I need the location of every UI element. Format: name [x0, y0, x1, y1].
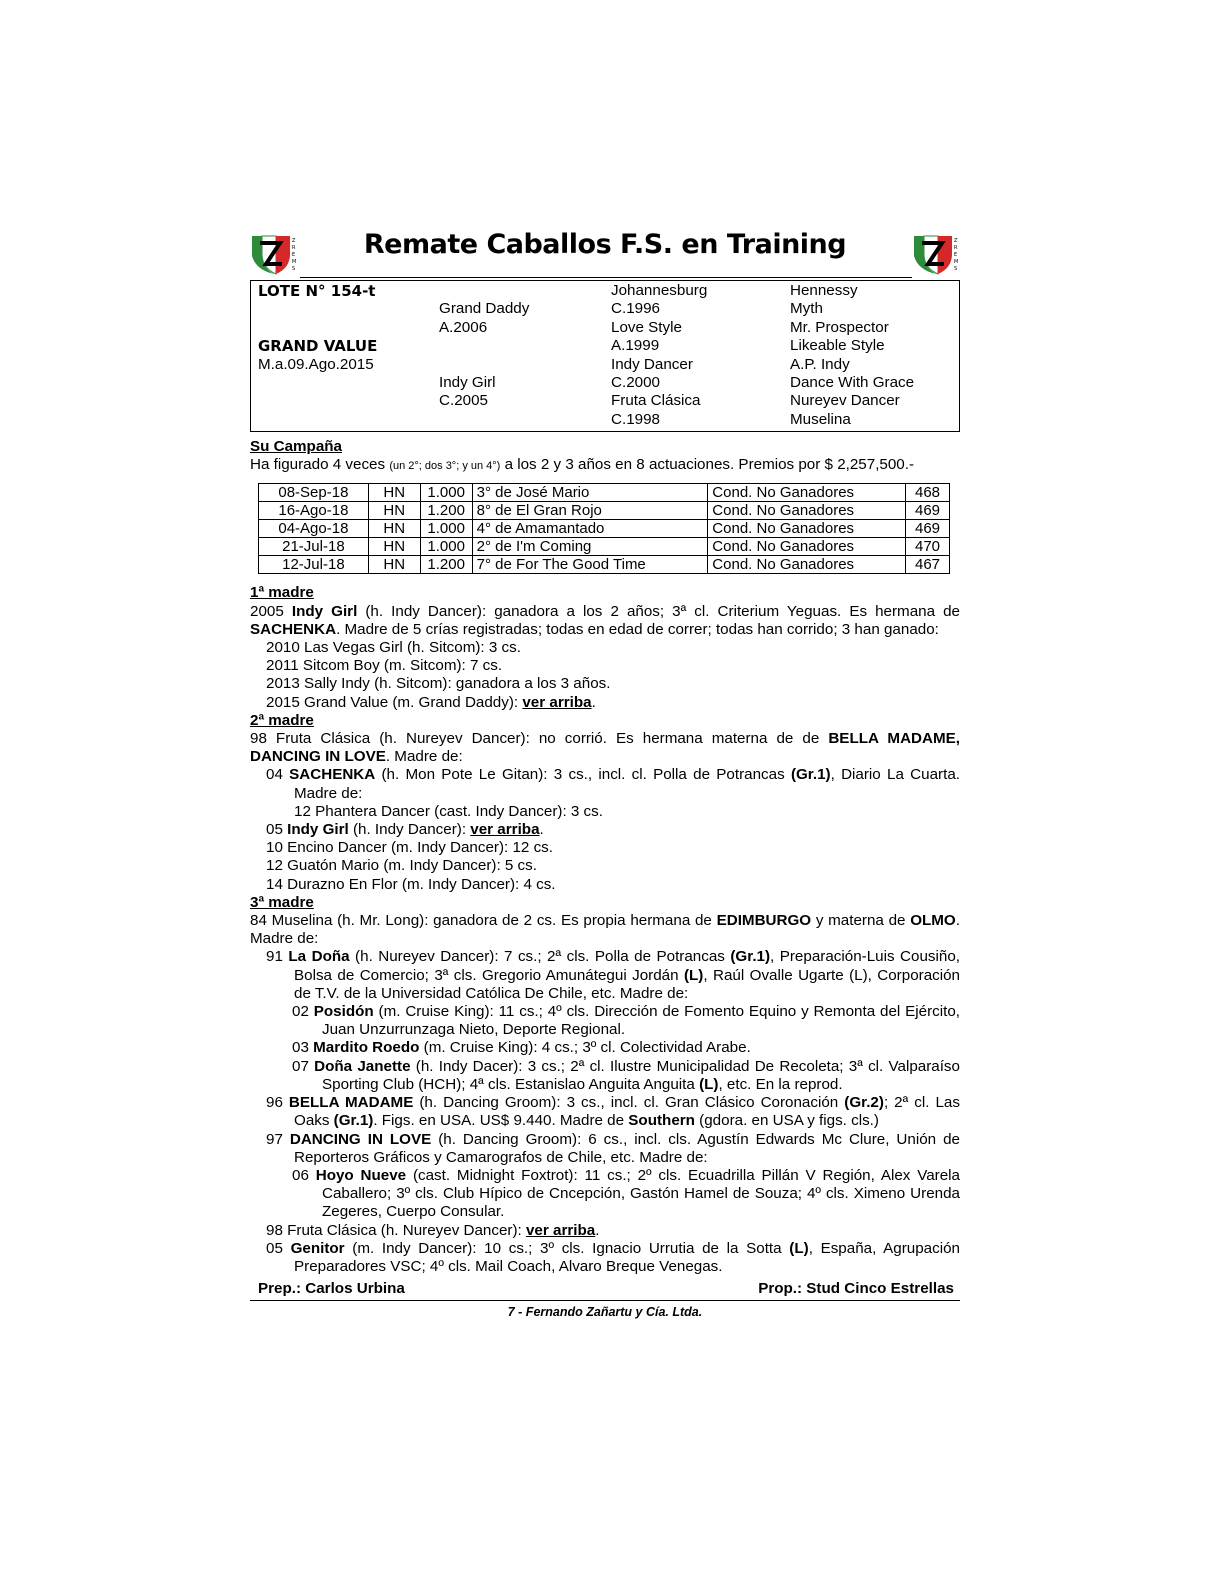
race-distance: 1.000: [420, 538, 472, 556]
zanartu-logo-icon: [250, 234, 298, 276]
text-span: . Madre de:: [385, 748, 463, 766]
offspring-name: DANCING IN LOVE: [289, 1130, 432, 1148]
race-track: HN: [368, 520, 420, 538]
dam-name: Indy Girl: [439, 373, 496, 391]
list-item: 2010 Las Vegas Girl (h. Sitcom): 3 cs.: [266, 639, 521, 657]
ver-arriba-link[interactable]: ver arriba: [522, 693, 592, 711]
list-item: [250, 1058, 960, 1094]
text-span: 06: [292, 1166, 316, 1184]
race-result: 4° de Amamantado: [472, 520, 708, 538]
text-span: , Diario La Cuarta. Madre de:: [294, 766, 960, 802]
ver-arriba-link[interactable]: ver arriba: [525, 1221, 596, 1239]
text-span: (m. Cruise King): 4 cs.; 3º cl. Colectividad Arabe.: [419, 1039, 751, 1057]
race-track: HN: [368, 556, 420, 574]
race-date: 08-Sep-18: [259, 484, 369, 502]
text-span: .: [595, 1221, 600, 1239]
text-span: .: [539, 821, 544, 839]
catalog-page: [250, 228, 960, 1321]
race-result: 8° de El Gran Rojo: [472, 502, 708, 520]
svg-text:Z: Z: [292, 238, 296, 244]
text-span: 05: [266, 821, 288, 839]
list-item: 2013 Sally Indy (h. Sitcom): ganadora a los 3 años.: [266, 675, 611, 693]
first-dam-heading: 1ª madre: [250, 584, 314, 602]
sibling-names: BELLA MADAME, DANCING IN LOVE: [250, 730, 960, 766]
pedigree-cell: Indy Dancer: [611, 355, 693, 373]
text-span: (cast. Midnight Foxtrot): 11 cs.; 2º cls. Ecuadrilla Pillán V Región, Alex Varela Caballero; 3º cls. Club Hípico de Cncepción, Gastón Hamel de Souza; 4º cls. Ximeno Urenda Zegeres, Cuerpo Consular.: [322, 1166, 960, 1221]
pedigree-cell: C.1996: [611, 300, 660, 318]
list-item: 10 Encino Dancer (m. Indy Dancer): 12 cs.: [266, 839, 553, 857]
sister-name: SACHENKA: [250, 620, 337, 638]
pedigree-cell: C.2000: [611, 373, 660, 391]
race-track: HN: [368, 484, 420, 502]
third-dam-heading: 3ª madre: [250, 893, 314, 911]
pedigree-cell: Johannesburg: [611, 282, 708, 299]
page-title: Remate Caballos F.S. en Training: [363, 229, 847, 260]
second-dam-text: [250, 730, 960, 766]
race-weight: 470: [906, 538, 950, 556]
pedigree-cell: Likeable Style: [790, 337, 885, 355]
grade-label: (Gr.1): [730, 948, 771, 966]
first-dam-text: [250, 603, 960, 639]
second-dam-heading: 2ª madre: [250, 711, 314, 729]
text-span: , etc. En la reprod.: [718, 1075, 843, 1093]
svg-text:E: E: [954, 252, 958, 258]
svg-text:E: E: [292, 252, 296, 258]
table-row: [259, 538, 950, 556]
race-weight: 469: [906, 520, 950, 538]
pedigree-box: [250, 280, 960, 432]
owner-label: Prop.: Stud Cinco Estrellas: [758, 1280, 954, 1298]
race-table: [258, 483, 950, 574]
list-item: [250, 1167, 960, 1222]
offspring-name: SACHENKA: [289, 766, 376, 784]
race-condition: Cond. No Ganadores: [708, 502, 906, 520]
pedigree-cell: Dance With Grace: [790, 373, 915, 391]
offspring-name: Indy Girl: [287, 821, 349, 839]
race-weight: 468: [906, 484, 950, 502]
race-condition: Cond. No Ganadores: [708, 538, 906, 556]
race-weight: 467: [906, 556, 950, 574]
pedigree-cell: Myth: [790, 300, 823, 318]
text-span: y materna de: [811, 912, 911, 930]
offspring-name: Posidón: [313, 1003, 374, 1021]
text-span: 91: [266, 948, 289, 966]
text-span: ; 2ª cl. Las Oaks: [294, 1094, 960, 1130]
race-date: 12-Jul-18: [259, 556, 369, 574]
race-distance: 1.200: [420, 556, 472, 574]
race-track: HN: [368, 538, 420, 556]
race-condition: Cond. No Ganadores: [708, 520, 906, 538]
page-footer: [250, 1278, 960, 1300]
pedigree-col-great-grandparents: [790, 282, 914, 429]
svg-text:R: R: [954, 245, 958, 251]
pedigree-cell: Hennessy: [790, 282, 858, 299]
text-span: . Madre de:: [250, 912, 960, 948]
pedigree-cell: Muselina: [790, 410, 851, 428]
text-span: 97: [266, 1130, 290, 1148]
race-date: 16-Ago-18: [259, 502, 369, 520]
text-span: 2015 Grand Value (m. Grand Daddy):: [266, 693, 523, 711]
race-date: 04-Ago-18: [259, 520, 369, 538]
text-span: 84 Muselina (h. Mr. Long): ganadora de 2 cs. Es propia hermana de: [250, 912, 717, 930]
sibling-name: OLMO: [910, 912, 956, 930]
pedigree-cell: A.P. Indy: [790, 355, 850, 373]
campaign-text-a: Ha figurado 4 veces: [250, 456, 390, 474]
list-item: [250, 1039, 960, 1057]
grade-label: (Gr.2): [844, 1094, 884, 1112]
text-span: , Preparación-Luis Cousiño, Bolsa de Comercio; 3ª cls. Gregorio Amunátegui Jordán: [294, 948, 960, 984]
race-weight: 469: [906, 502, 950, 520]
list-item: [250, 948, 960, 1003]
horse-info: M.a.09.Ago.2015: [258, 355, 374, 373]
text-span: 98 Fruta Clásica (h. Nureyev Dancer): no corrió. Es hermana materna de de: [250, 730, 829, 748]
text-span: (m. Cruise King): 11 cs.; 4º cls. Dirección de Fomento Equino y Remonta del Ejército, Juan Unzurrunzaga Nieto, Deporte Regional.: [322, 1003, 960, 1039]
table-row: [259, 502, 950, 520]
list-item: [250, 821, 960, 839]
footer-divider: [250, 1300, 960, 1301]
list-item: [250, 1222, 960, 1240]
list-item: [250, 1240, 960, 1276]
list-item: 12 Phantera Dancer (cast. Indy Dancer): 3 cs.: [294, 802, 603, 820]
campaign-heading: Su Campaña: [250, 438, 342, 455]
table-row: [259, 520, 950, 538]
text-span: 05: [266, 1239, 291, 1257]
text-span: (h. Dancing Groom): 3 cs., incl. cl. Gran Clásico Coronación: [413, 1094, 845, 1112]
offspring-name: Southern: [628, 1112, 695, 1130]
header-divider: [300, 277, 912, 278]
ver-arriba-link[interactable]: ver arriba: [470, 821, 540, 839]
pedigree-cell: C.1998: [611, 410, 660, 428]
race-distance: 1.200: [420, 502, 472, 520]
sire-name: Grand Daddy: [439, 300, 530, 318]
text-span: (gdora. en USA y figs. cls.): [694, 1112, 879, 1130]
text-span: 02: [292, 1003, 314, 1021]
page-header: [250, 228, 960, 280]
race-result: 3° de José Mario: [472, 484, 708, 502]
text-span: (h. Mon Pote Le Gitan): 3 cs., incl. cl. Polla de Potrancas: [375, 766, 791, 784]
svg-text:R: R: [292, 245, 296, 251]
offspring-name: Doña Janette: [314, 1057, 411, 1075]
listed-label: (L): [789, 1239, 809, 1257]
svg-text:S: S: [292, 266, 296, 272]
offspring-name: La Doña: [288, 948, 350, 966]
text-span: . Madre de 5 crías registradas; todas en edad de correr; todas han corrido; 3 han ganado:: [336, 620, 939, 638]
list-item: 14 Durazno En Flor (m. Indy Dancer): 4 cs.: [266, 875, 556, 893]
pedigree-cell: Mr. Prospector: [790, 318, 889, 336]
pedigree-col-parents: [439, 282, 529, 411]
list-item: 2011 Sitcom Boy (m. Sitcom): 7 cs.: [266, 657, 503, 675]
campaign-text-b: a los 2 y 3 años en 8 actuaciones. Premios por $ 2,257,500.-: [500, 456, 915, 474]
race-condition: Cond. No Ganadores: [708, 484, 906, 502]
race-distance: 1.000: [420, 484, 472, 502]
campaign-text: [250, 456, 960, 475]
svg-text:S: S: [954, 266, 958, 272]
sibling-name: EDIMBURGO: [716, 912, 812, 930]
listed-label: (L): [683, 966, 704, 984]
svg-text:Z: Z: [954, 238, 958, 244]
text-span: 04: [266, 766, 290, 784]
trainer-label: Prep.: Carlos Urbina: [258, 1280, 405, 1298]
list-item: [250, 1003, 960, 1039]
offspring-name: Hoyo Nueve: [315, 1166, 407, 1184]
grade-label: (Gr.1): [333, 1112, 374, 1130]
text-span: 03: [292, 1039, 314, 1057]
dam-info: C.2005: [439, 392, 488, 410]
pedigree-col-horse: [258, 282, 377, 374]
page-credit: 7 - Fernando Zañartu y Cía. Ltda.: [507, 1305, 703, 1320]
pedigree-cell: A.1999: [611, 337, 660, 355]
list-item: [250, 1131, 960, 1167]
list-item: [250, 694, 960, 712]
listed-label: (L): [699, 1075, 719, 1093]
pedigree-cell: Fruta Clásica: [611, 392, 701, 410]
zanartu-logo-icon: [912, 234, 960, 276]
race-distance: 1.000: [420, 520, 472, 538]
text-span: 07: [292, 1057, 315, 1075]
text-span: 98 Fruta Clásica (h. Nureyev Dancer):: [266, 1221, 526, 1239]
horse-name: GRAND VALUE: [258, 337, 378, 356]
text-span: (h. Indy Dacer): 3 cs.; 2ª cl. Ilustre Municipalidad De Recoleta; 3ª cl. Valparaíso Sporting Club (HCH); 4ª cls. Estanislao Anguita Anguita: [322, 1057, 960, 1093]
text-span: (h. Indy Dancer):: [348, 821, 471, 839]
race-result: 7° de For The Good Time: [472, 556, 708, 574]
text-span: 2005: [250, 602, 292, 620]
text-span: , España, Agrupación Preparadores VSC; 4º cls. Mail Coach, Alvaro Breque Venegas.: [294, 1239, 960, 1275]
offspring-name: Genitor: [290, 1239, 345, 1257]
text-span: (h. Dancing Groom): 6 cs., incl. cls. Agustín Edwards Mc Clure, Unión de Reporteros Gráficos y Camarografos de Chile, etc. Madre de:: [294, 1130, 960, 1166]
pedigree-cell: Love Style: [611, 318, 682, 336]
table-row: [259, 484, 950, 502]
offspring-name: BELLA MADAME: [288, 1094, 414, 1112]
race-result: 2° de I'm Coming: [472, 538, 708, 556]
text-span: (h. Nureyev Dancer): 7 cs.; 2ª cls. Polla de Potrancas: [349, 948, 731, 966]
campaign-placings: (un 2°; dos 3°; y un 4°): [389, 460, 501, 473]
lot-number: LOTE N° 154-t: [258, 282, 376, 300]
race-condition: Cond. No Ganadores: [708, 556, 906, 574]
offspring-name: Mardito Roedo: [313, 1039, 420, 1057]
list-item: 12 Guatón Mario (m. Indy Dancer): 5 cs.: [266, 857, 537, 875]
text-span: (m. Indy Dancer): 10 cs.; 3º cls. Ignacio Urrutia de la Sotta: [344, 1239, 790, 1257]
list-item: [250, 1094, 960, 1130]
svg-text:M: M: [954, 259, 959, 265]
text-span: , Raúl Ovalle Ugarte (L), Corporación de T.V. de la Universidad Católica De Chile, etc. Madre de:: [294, 966, 961, 1002]
list-item: [250, 766, 960, 802]
race-track: HN: [368, 502, 420, 520]
table-row: [259, 556, 950, 574]
text-span: 96: [266, 1094, 289, 1112]
pedigree-col-grandparents: [611, 282, 707, 429]
dam-name: Indy Girl: [291, 602, 358, 620]
race-date: 21-Jul-18: [259, 538, 369, 556]
pedigree-cell: Nureyev Dancer: [790, 392, 900, 410]
third-dam-text: [250, 912, 960, 948]
grade-label: (Gr.1): [790, 766, 831, 784]
text-span: (h. Indy Dancer): ganadora a los 2 años; 3ª cl. Criterium Yeguas. Es hermana de: [357, 602, 961, 620]
svg-text:M: M: [292, 259, 297, 265]
text-span: . Figs. en USA. US$ 9.440. Madre de: [373, 1112, 629, 1130]
sire-info: A.2006: [439, 318, 488, 336]
text-span: .: [591, 693, 596, 711]
